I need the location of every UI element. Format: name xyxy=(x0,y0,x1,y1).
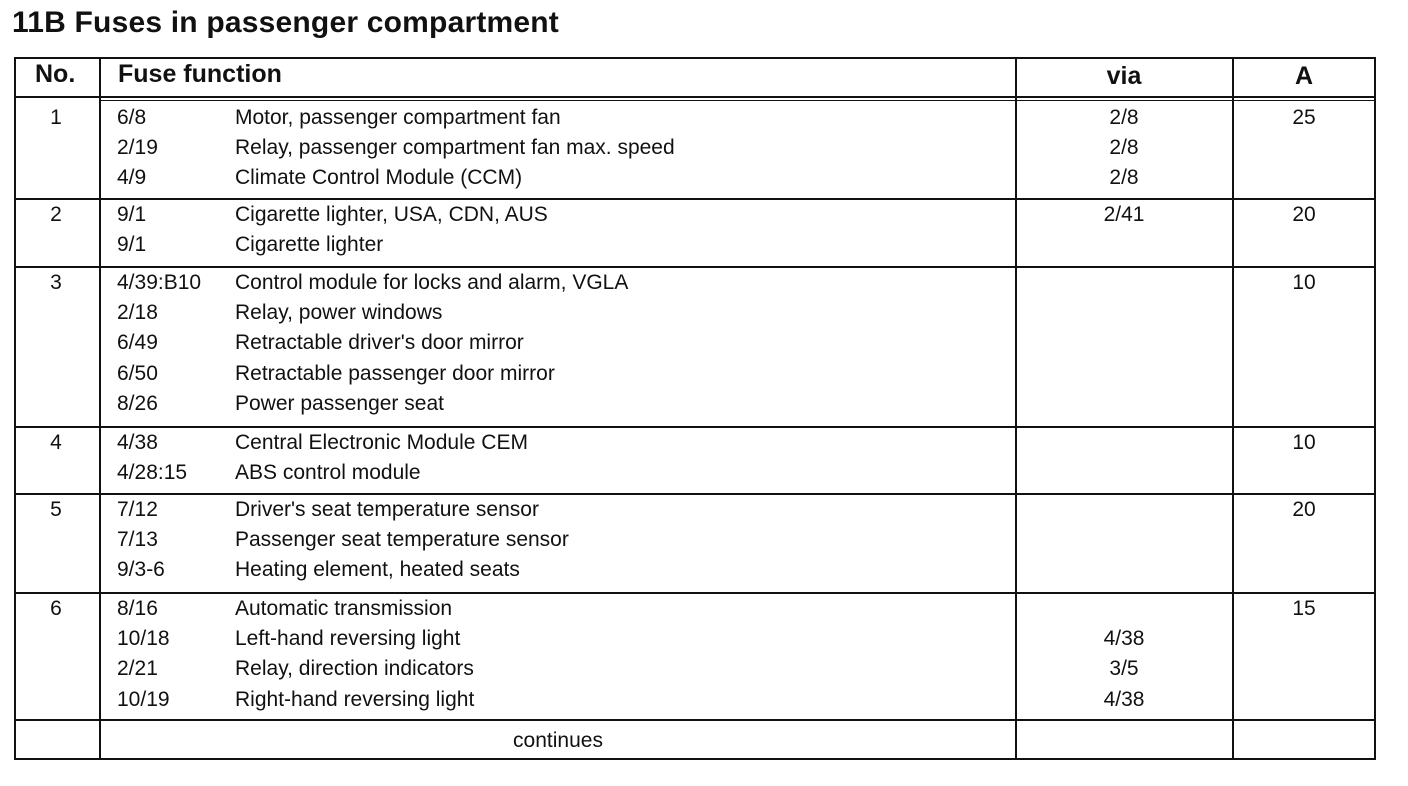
component-code: 4/9 xyxy=(117,166,147,189)
component-description: Right-hand reversing light xyxy=(235,688,475,711)
fuse-number: 1 xyxy=(50,106,62,129)
via-reference: 2/8 xyxy=(1109,136,1139,159)
fuse-number: 4 xyxy=(50,431,62,454)
fuse-amperage: 25 xyxy=(1292,106,1316,129)
fuse-amperage: 20 xyxy=(1292,498,1316,521)
component-code: 6/49 xyxy=(117,331,158,354)
component-code: 8/16 xyxy=(117,597,158,620)
via-reference: 2/8 xyxy=(1109,166,1139,189)
component-code: 9/3-6 xyxy=(117,558,165,581)
fuse-amperage: 10 xyxy=(1292,431,1316,454)
column-divider-no xyxy=(99,57,101,760)
component-code: 6/8 xyxy=(117,106,147,129)
component-description: Relay, direction indicators xyxy=(235,657,474,680)
via-reference: 3/5 xyxy=(1109,657,1139,680)
component-code: 8/26 xyxy=(117,392,158,415)
component-description: Climate Control Module (CCM) xyxy=(235,166,523,189)
component-description: Power passenger seat xyxy=(235,392,444,415)
component-code: 7/12 xyxy=(117,498,158,521)
component-description: Relay, power windows xyxy=(235,301,443,324)
header-via: via xyxy=(1106,62,1142,90)
fuse-number: 2 xyxy=(50,203,62,226)
component-description: Passenger seat temperature sensor xyxy=(235,528,569,551)
group-divider xyxy=(14,592,1376,594)
column-divider-function xyxy=(1015,57,1017,760)
component-description: Control module for locks and alarm, VGLA xyxy=(235,271,629,294)
fuse-amperage: 20 xyxy=(1292,203,1316,226)
column-divider-via xyxy=(1232,57,1234,760)
component-description: Driver's seat temperature sensor xyxy=(235,498,539,521)
component-code: 10/18 xyxy=(117,627,170,650)
continues-label: continues xyxy=(513,729,603,752)
component-description: Relay, passenger compartment fan max. speed xyxy=(235,136,675,159)
group-divider xyxy=(14,198,1376,200)
fuse-number: 6 xyxy=(50,597,62,620)
component-code: 9/1 xyxy=(117,203,147,226)
group-divider xyxy=(14,426,1376,428)
component-description: Heating element, heated seats xyxy=(235,558,520,581)
via-reference: 2/41 xyxy=(1103,203,1145,226)
via-reference: 2/8 xyxy=(1109,106,1139,129)
component-code: 6/50 xyxy=(117,362,158,385)
header-rule-inner xyxy=(99,100,1376,101)
fuse-table xyxy=(14,57,1376,760)
component-description: Left-hand reversing light xyxy=(235,627,461,650)
component-description: Central Electronic Module CEM xyxy=(235,431,528,454)
fuse-number: 3 xyxy=(50,271,62,294)
via-reference: 4/38 xyxy=(1103,627,1145,650)
component-description: Retractable passenger door mirror xyxy=(235,362,555,385)
group-divider xyxy=(14,266,1376,268)
component-description: ABS control module xyxy=(235,461,421,484)
component-code: 2/18 xyxy=(117,301,158,324)
component-code: 2/19 xyxy=(117,136,158,159)
group-divider xyxy=(14,719,1376,721)
fuse-amperage: 10 xyxy=(1292,271,1316,294)
header-no: No. xyxy=(35,60,76,88)
component-code: 4/28:15 xyxy=(117,461,188,484)
header-fuse-function: Fuse function xyxy=(118,60,282,88)
component-description: Automatic transmission xyxy=(235,597,453,620)
page-title: 11B Fuses in passenger compartment xyxy=(12,6,559,39)
component-code: 2/21 xyxy=(117,657,158,680)
fuse-amperage: 15 xyxy=(1292,597,1316,620)
component-code: 9/1 xyxy=(117,233,147,256)
header-a: A xyxy=(1294,62,1314,90)
component-code: 7/13 xyxy=(117,528,158,551)
component-description: Cigarette lighter, USA, CDN, AUS xyxy=(235,203,548,226)
header-rule xyxy=(14,96,1376,98)
component-description: Cigarette lighter xyxy=(235,233,384,256)
component-code: 4/39:B10 xyxy=(117,271,202,294)
component-code: 4/38 xyxy=(117,431,158,454)
component-code: 10/19 xyxy=(117,688,170,711)
group-divider xyxy=(14,493,1376,495)
component-description: Retractable driver's door mirror xyxy=(235,331,524,354)
component-description: Motor, passenger compartment fan xyxy=(235,106,561,129)
fuse-number: 5 xyxy=(50,498,62,521)
via-reference: 4/38 xyxy=(1103,688,1145,711)
